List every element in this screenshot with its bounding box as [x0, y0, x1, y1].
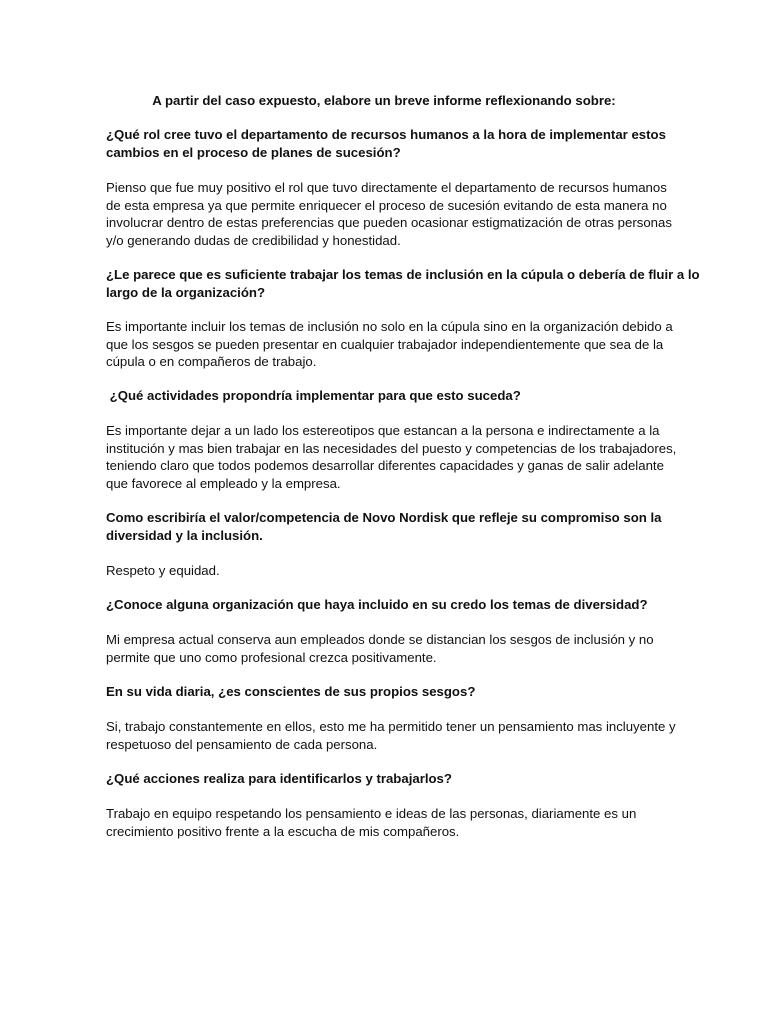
answer-1-line-2: de esta empresa ya que permite enriquecer el proceso de sucesión evitando de esta manera no	[106, 197, 667, 213]
answer-6-line-1: Si, trabajo constantemente en ellos, esto me ha permitido tener un pensamiento mas incluyente y	[106, 719, 676, 734]
answer-5	[106, 631, 666, 666]
question-5	[106, 596, 666, 614]
answer-7-line-2: crecimiento positivo frente a la escucha de mis compañeros.	[106, 823, 460, 839]
question-1-line-1: ¿Qué rol cree tuvo el departamento de recursos humanos a la hora de implementar estos	[106, 127, 666, 142]
question-4-line-2: diversidad y la inclusión.	[106, 527, 263, 543]
document-heading: A partir del caso expuesto, elabore un breve informe reflexionando sobre:	[152, 93, 616, 108]
answer-1-line-3: involucrar dentro de estas preferencias que pueden ocasionar estigmatización de otras personas	[106, 215, 672, 230]
question-1	[106, 126, 666, 161]
question-6	[106, 683, 666, 701]
answer-3-line-2: institución y mas bien trabajar en las necesidades del puesto y competencias de los trabajadores,	[106, 440, 677, 456]
answer-3-line-1: Es importante dejar a un lado los estereotipos que estancan a la persona e indirectamente a la	[106, 423, 660, 438]
question-6-line-1: En su vida diaria, ¿es conscientes de sus propios sesgos?	[106, 684, 476, 699]
question-3-line-1: ¿Qué actividades propondría implementar para que esto suceda?	[106, 388, 521, 403]
question-5-line-1: ¿Conoce alguna organización que haya incluido en su credo los temas de diversidad?	[106, 597, 648, 612]
question-7-line-1: ¿Qué acciones realiza para identificarlos y trabajarlos?	[106, 771, 452, 786]
answer-3-line-4: que favorece al empleado y la empresa.	[106, 475, 341, 491]
answer-2-line-2: que los sesgos se pueden presentar en cualquier trabajador independientemente que sea de la	[106, 336, 664, 352]
answer-5-line-1: Mi empresa actual conserva aun empleados donde se distancian los sesgos de inclusión y no	[106, 632, 654, 647]
question-2-line-2: largo de la organización?	[106, 284, 266, 300]
question-1-line-2: cambios en el proceso de planes de sucesión?	[106, 144, 401, 160]
question-2-line-1: ¿Le parece que es suficiente trabajar los temas de inclusión en la cúpula o debería de fluir a lo	[106, 267, 700, 282]
answer-4	[106, 562, 666, 580]
answer-4-line-1: Respeto y equidad.	[106, 563, 220, 578]
question-2	[106, 266, 700, 301]
answer-2-line-1: Es importante incluir los temas de inclusión no solo en la cúpula sino en la organización debido a	[106, 319, 673, 334]
answer-2-line-3: cúpula o en compañeros de trabajo.	[106, 354, 317, 369]
answer-3-line-3: teniendo claro que todos podemos desarrollar diferentes capacidades y ganas de salir adelante	[106, 458, 664, 473]
answer-1	[106, 179, 672, 249]
answer-6-line-2: respetuoso del pensamiento de cada persona.	[106, 736, 378, 752]
answer-7	[106, 805, 666, 840]
answer-6	[106, 718, 676, 753]
answer-5-line-2: permite que uno como profesional crezca positivamente.	[106, 649, 437, 665]
question-3	[106, 387, 666, 405]
answer-3	[106, 422, 677, 492]
answer-7-line-1: Trabajo en equipo respetando los pensamiento e ideas de las personas, diariamente es un	[106, 806, 637, 821]
answer-2	[106, 318, 673, 371]
answer-1-line-4: y/o generando dudas de credibilidad y honestidad.	[106, 232, 401, 248]
question-4-line-1: Como escribiría el valor/competencia de Novo Nordisk que refleje su compromiso son la	[106, 510, 662, 525]
question-4	[106, 509, 666, 544]
answer-1-line-1: Pienso que fue muy positivo el rol que tuvo directamente el departamento de recursos humanos	[106, 180, 667, 195]
question-7	[106, 770, 666, 788]
